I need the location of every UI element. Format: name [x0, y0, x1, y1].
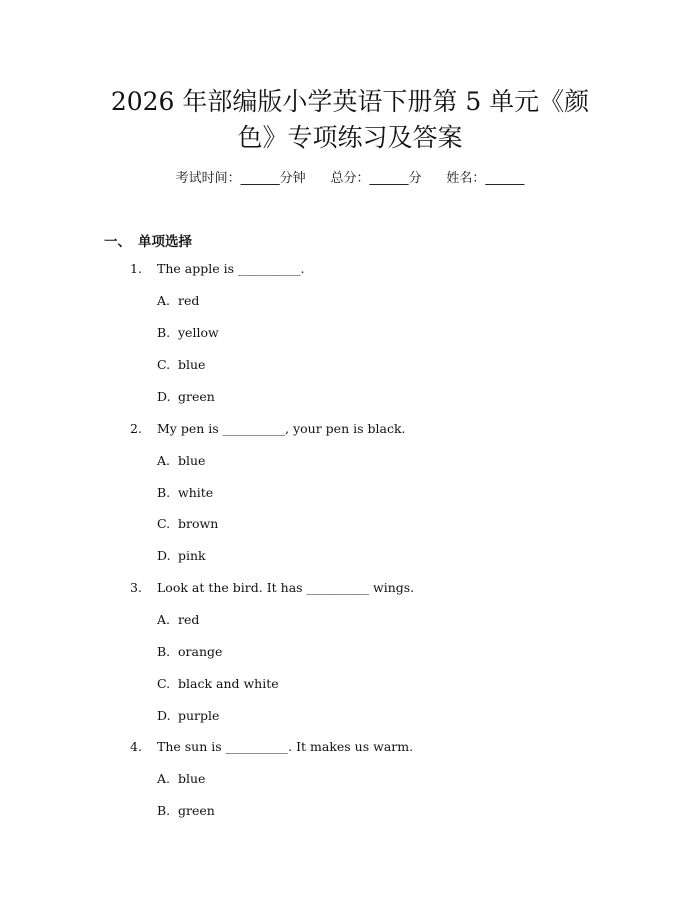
question-number: 2. — [130, 421, 142, 436]
option-text: orange — [178, 644, 223, 659]
option-text: blue — [178, 357, 206, 372]
option-letter: D. — [157, 389, 171, 404]
option-text: green — [178, 389, 215, 404]
option-letter: D. — [157, 708, 171, 723]
option-3c — [157, 676, 279, 691]
page-title-line-2: 色》专项练习及答案 — [237, 123, 463, 152]
question-1 — [130, 261, 304, 276]
option-3d — [157, 708, 219, 723]
option-1b — [157, 325, 219, 340]
option-text: green — [178, 803, 215, 818]
time-blank: ______ — [240, 171, 280, 186]
option-letter: A. — [157, 453, 171, 468]
score-blank: ______ — [369, 171, 409, 186]
option-text: black and white — [178, 676, 279, 691]
score-label: 总分： — [330, 171, 370, 186]
question-3 — [130, 580, 414, 595]
option-letter: A. — [157, 771, 171, 786]
option-letter: B. — [157, 485, 171, 500]
page-title-line-1: 2026 年部编版小学英语下册第 5 单元《颜 — [110, 87, 590, 116]
option-letter: C. — [157, 676, 171, 691]
name-label: 姓名： — [446, 171, 486, 186]
score-unit: 分 — [408, 171, 422, 186]
question-number: 3. — [130, 580, 142, 595]
section-title: 单项选择 — [138, 234, 192, 250]
option-text: blue — [178, 453, 206, 468]
name-blank: ______ — [485, 171, 525, 186]
question-number: 4. — [130, 739, 142, 754]
option-1d — [157, 389, 215, 404]
option-2c — [157, 516, 218, 531]
option-1c — [157, 357, 205, 372]
exam-info — [0, 167, 700, 186]
section-number: 一、 — [104, 234, 131, 250]
option-text: red — [178, 293, 200, 308]
option-3a — [157, 612, 199, 627]
option-letter: B. — [157, 325, 171, 340]
question-4 — [130, 739, 413, 754]
option-letter: C. — [157, 516, 171, 531]
question-2 — [130, 421, 406, 436]
option-2a — [157, 453, 205, 468]
option-4a — [157, 771, 205, 786]
time-unit: 分钟 — [279, 171, 306, 186]
option-letter: D. — [157, 548, 171, 563]
option-1a — [157, 293, 199, 308]
option-text: red — [178, 612, 200, 627]
option-text: white — [178, 485, 214, 500]
section-heading — [104, 230, 192, 250]
option-text: purple — [178, 708, 220, 723]
option-4b — [157, 803, 215, 818]
option-text: blue — [178, 771, 206, 786]
option-letter: B. — [157, 644, 171, 659]
question-number: 1. — [130, 261, 142, 276]
option-text: brown — [178, 516, 219, 531]
option-letter: C. — [157, 357, 171, 372]
time-label: 考试时间： — [175, 171, 241, 186]
option-letter: A. — [157, 612, 171, 627]
option-2d — [157, 548, 206, 563]
question-text: The apple is __________. — [157, 261, 305, 276]
option-letter: B. — [157, 803, 171, 818]
option-text: pink — [178, 548, 206, 563]
option-text: yellow — [178, 325, 219, 340]
question-text: Look at the bird. It has __________ wings. — [157, 580, 415, 595]
question-text: My pen is __________, your pen is black. — [157, 421, 406, 436]
option-letter: A. — [157, 293, 171, 308]
option-2b — [157, 485, 213, 500]
option-3b — [157, 644, 222, 659]
question-text: The sun is __________. It makes us warm. — [157, 739, 414, 754]
